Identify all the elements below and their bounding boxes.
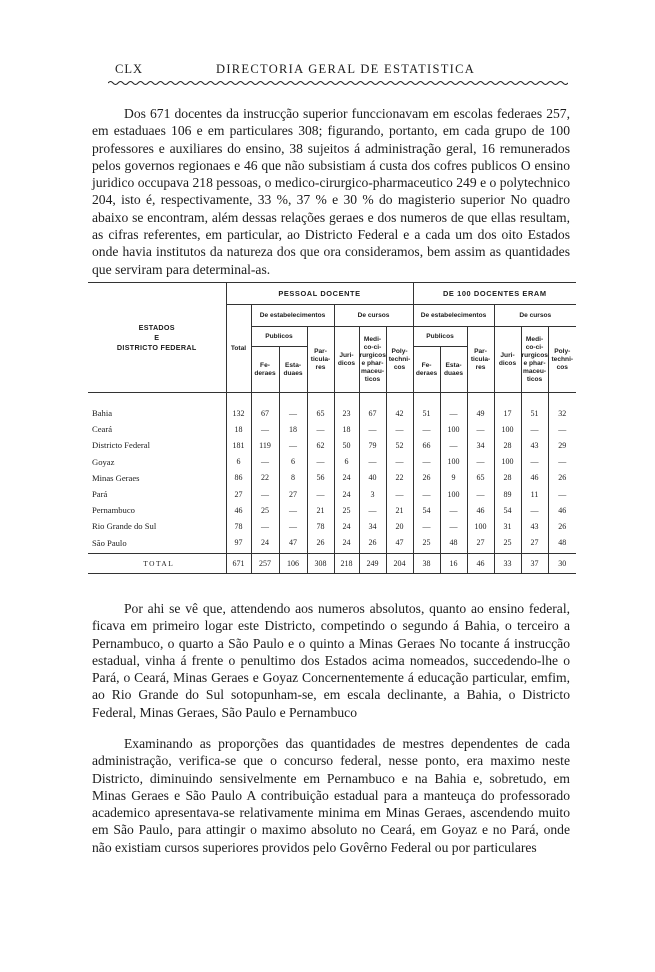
value-cell: 62 xyxy=(307,437,334,453)
header-wavy-rule xyxy=(108,80,568,86)
value-cell: 78 xyxy=(226,518,251,534)
total-cell: 38 xyxy=(413,553,440,573)
value-cell: 25 xyxy=(413,535,440,554)
state-name: Ceará xyxy=(92,424,113,435)
value-cell: 25 xyxy=(334,502,359,518)
value-cell: 27 xyxy=(521,535,548,554)
total-cell: 16 xyxy=(440,553,467,573)
paragraph-intro-text: Dos 671 docentes da instrucção superior funccionavam em escolas federaes 257, em estaduaes 106 e em particulares 308; figurando, portanto, em cada grupo de 100 professores e auxiliares do ensino, 38 sujeitos á administração geral, 16 remunerados pelos governos regionaes e 46 que não subsistiam á custa dos cofres publicos O ensino juridico occupava 218 pessoas, o medico-cirurgico-pharmaceutico 249 e o polytechnico 204, isto é, respectivamente, 33 %, 37 % e 30 % do magisterio superior No quadro abaixo se encontram, além dessas relações geraes e dos numeros de que ellas resultam, as cifras referentes, em particular, ao Districto Federal e a cada um dos oito Estados onde havia institutos da natureza dos que ora consideramos, bem assim as quantidades que serviram para determinal-as. xyxy=(92,106,570,277)
value-cell: — xyxy=(548,486,576,502)
value-cell: — xyxy=(359,421,386,437)
value-cell: 3 xyxy=(359,486,386,502)
total-label: TOTAL xyxy=(88,553,226,573)
value-cell: 65 xyxy=(307,405,334,421)
table-row xyxy=(88,518,576,534)
header-estabelecimentos-pct: De estabelecimentos xyxy=(413,305,494,327)
value-cell: 47 xyxy=(386,535,413,554)
header-de-100-docentes: DE 100 DOCENTES ERAM xyxy=(413,283,576,305)
state-name: Bahia xyxy=(92,408,113,419)
value-cell: — xyxy=(279,405,307,421)
value-cell: 100 xyxy=(440,454,467,470)
value-cell: 26 xyxy=(359,535,386,554)
value-cell: — xyxy=(251,486,279,502)
value-cell: 46 xyxy=(521,470,548,486)
value-cell: 25 xyxy=(251,502,279,518)
header-cursos: De cursos xyxy=(334,305,413,327)
value-cell: 24 xyxy=(334,470,359,486)
value-cell: — xyxy=(413,454,440,470)
value-cell: 32 xyxy=(548,405,576,421)
value-cell: — xyxy=(359,454,386,470)
table-row xyxy=(88,470,576,486)
value-cell: 11 xyxy=(521,486,548,502)
value-cell: 6 xyxy=(226,454,251,470)
value-cell: 42 xyxy=(386,405,413,421)
value-cell: 132 xyxy=(226,405,251,421)
total-cell: 30 xyxy=(548,553,576,573)
value-cell: 46 xyxy=(548,502,576,518)
value-cell: 78 xyxy=(307,518,334,534)
value-cell: — xyxy=(413,518,440,534)
value-cell: 56 xyxy=(307,470,334,486)
value-cell: 26 xyxy=(307,535,334,554)
stub-header-e: E xyxy=(154,332,160,342)
value-cell: — xyxy=(279,437,307,453)
paragraph-analysis-absolute xyxy=(92,600,570,721)
value-cell: — xyxy=(386,486,413,502)
statistics-table xyxy=(88,282,576,574)
header-medico-pct: Medi- co-ci- rurgicos e phar- maceu- ticos xyxy=(521,327,548,393)
value-cell: 24 xyxy=(334,518,359,534)
value-cell: 79 xyxy=(359,437,386,453)
value-cell: 67 xyxy=(359,405,386,421)
value-cell: 46 xyxy=(467,502,494,518)
value-cell: 119 xyxy=(251,437,279,453)
value-cell: — xyxy=(467,486,494,502)
value-cell: 20 xyxy=(386,518,413,534)
page-number: CLX xyxy=(115,62,143,76)
value-cell: — xyxy=(307,421,334,437)
total-cell: 33 xyxy=(494,553,521,573)
header-estaduaes-pct: Esta- duaes xyxy=(440,347,467,393)
value-cell: 25 xyxy=(494,535,521,554)
value-cell: 28 xyxy=(494,470,521,486)
value-cell: 18 xyxy=(279,421,307,437)
value-cell: 100 xyxy=(494,421,521,437)
value-cell: 29 xyxy=(548,437,576,453)
running-title: DIRECTORIA GERAL DE ESTATISTICA xyxy=(216,62,476,76)
value-cell: — xyxy=(251,454,279,470)
value-cell: 26 xyxy=(413,470,440,486)
value-cell: 100 xyxy=(440,421,467,437)
value-cell: 22 xyxy=(251,470,279,486)
value-cell: — xyxy=(251,421,279,437)
state-name: Rio Grande do Sul xyxy=(92,521,157,532)
total-cell: 204 xyxy=(386,553,413,573)
header-medico: Medi- co-ci- rurgicos e phar- maceu- ticos xyxy=(359,327,386,393)
value-cell: 31 xyxy=(494,518,521,534)
paragraph-analysis-proportions-text: Examinando as proporções das quantidades de mestres dependentes de cada administração, verifica-se que o concurso federal, nesse ponto, era maximo neste Districto, diminuindo sensivelmente em Pernambuco e na Bahia e, sobretudo, em Minas Geraes e São Paulo A contribuição estadual para a manteuça do professorado academico apresentava-se relativamente minima em Minas Geraes, ascendendo muito em São Paulo, para attingir o maximo absoluto no Ceará, em Goyaz e no Pará, onde não existiam cursos superiores providos pelo Govêrno Federal ou por particulares xyxy=(92,736,570,855)
value-cell: 100 xyxy=(494,454,521,470)
value-cell: 8 xyxy=(279,470,307,486)
table-row xyxy=(88,437,576,453)
value-cell: — xyxy=(521,454,548,470)
value-cell: 89 xyxy=(494,486,521,502)
header-total: Total xyxy=(226,305,251,393)
value-cell: 97 xyxy=(226,535,251,554)
value-cell: 51 xyxy=(521,405,548,421)
value-cell: 48 xyxy=(440,535,467,554)
value-cell: 28 xyxy=(494,437,521,453)
header-estaduaes: Esta- duaes xyxy=(279,347,307,393)
value-cell: — xyxy=(279,518,307,534)
paragraph-intro xyxy=(92,105,570,278)
table-row xyxy=(88,486,576,502)
value-cell: 27 xyxy=(226,486,251,502)
value-cell: 22 xyxy=(386,470,413,486)
value-cell: 86 xyxy=(226,470,251,486)
value-cell: — xyxy=(440,437,467,453)
total-cell: 46 xyxy=(467,553,494,573)
value-cell: — xyxy=(548,421,576,437)
value-cell: — xyxy=(279,502,307,518)
value-cell: — xyxy=(467,421,494,437)
value-cell: 17 xyxy=(494,405,521,421)
value-cell: 100 xyxy=(467,518,494,534)
total-cell: 671 xyxy=(226,553,251,573)
header-cursos-pct: De cursos xyxy=(494,305,576,327)
value-cell: 48 xyxy=(548,535,576,554)
value-cell: 34 xyxy=(359,518,386,534)
header-pessoal-docente: PESSOAL DOCENTE xyxy=(226,283,413,305)
header-publicos-pct: Publicos xyxy=(413,327,467,347)
value-cell: — xyxy=(386,421,413,437)
value-cell: — xyxy=(307,486,334,502)
value-cell: 54 xyxy=(413,502,440,518)
value-cell: 67 xyxy=(251,405,279,421)
total-cell: 308 xyxy=(307,553,334,573)
header-polytechnicos-pct: Poly- techni- cos xyxy=(548,327,576,393)
value-cell: — xyxy=(440,518,467,534)
table-row xyxy=(88,502,576,518)
header-polytechnicos: Poly- techni- cos xyxy=(386,327,413,393)
header-federaes-pct: Fe- deraes xyxy=(413,347,440,393)
value-cell: 21 xyxy=(386,502,413,518)
value-cell: 49 xyxy=(467,405,494,421)
value-cell: 27 xyxy=(279,486,307,502)
state-name: Minas Geraes xyxy=(92,472,140,483)
total-cell: 249 xyxy=(359,553,386,573)
header-juridicos: Juri- dicos xyxy=(334,327,359,393)
value-cell: — xyxy=(307,454,334,470)
value-cell: 21 xyxy=(307,502,334,518)
value-cell: 18 xyxy=(226,421,251,437)
value-cell: 6 xyxy=(279,454,307,470)
page-header xyxy=(88,58,568,84)
table-row xyxy=(88,535,576,554)
total-cell: 106 xyxy=(279,553,307,573)
value-cell: 65 xyxy=(467,470,494,486)
state-name: Pernambuco xyxy=(92,505,135,516)
table-row xyxy=(88,405,576,421)
value-cell: 24 xyxy=(251,535,279,554)
value-cell: 26 xyxy=(548,518,576,534)
value-cell: — xyxy=(440,502,467,518)
value-cell: 26 xyxy=(548,470,576,486)
total-cell: 257 xyxy=(251,553,279,573)
stub-header-districto: DISTRICTO FEDERAL xyxy=(116,342,197,352)
value-cell: — xyxy=(359,502,386,518)
value-cell: 6 xyxy=(334,454,359,470)
state-name: Districto Federal xyxy=(92,440,150,451)
value-cell: — xyxy=(467,454,494,470)
value-cell: 9 xyxy=(440,470,467,486)
value-cell: — xyxy=(251,518,279,534)
header-federaes: Fe- deraes xyxy=(251,347,279,393)
spacer-row xyxy=(88,393,576,406)
value-cell: 23 xyxy=(334,405,359,421)
stub-header-estados: ESTADOS xyxy=(138,322,175,332)
value-cell: 43 xyxy=(521,518,548,534)
value-cell: 100 xyxy=(440,486,467,502)
value-cell: 24 xyxy=(334,535,359,554)
value-cell: 54 xyxy=(494,502,521,518)
value-cell: 46 xyxy=(226,502,251,518)
stub-header xyxy=(88,283,226,393)
value-cell: 47 xyxy=(279,535,307,554)
value-cell: — xyxy=(548,454,576,470)
value-cell: — xyxy=(521,421,548,437)
value-cell: — xyxy=(521,502,548,518)
state-name: São Paulo xyxy=(92,537,127,548)
value-cell: 50 xyxy=(334,437,359,453)
value-cell: — xyxy=(413,421,440,437)
value-cell: 51 xyxy=(413,405,440,421)
value-cell: 24 xyxy=(334,486,359,502)
header-particulares-pct: Par- ticula- res xyxy=(467,327,494,393)
value-cell: — xyxy=(386,454,413,470)
value-cell: 34 xyxy=(467,437,494,453)
paragraph-analysis-proportions xyxy=(92,735,570,856)
header-juridicos-pct: Juri- dicos xyxy=(494,327,521,393)
table-row xyxy=(88,454,576,470)
value-cell: — xyxy=(440,405,467,421)
value-cell: 18 xyxy=(334,421,359,437)
state-name: Pará xyxy=(92,489,108,500)
table-row xyxy=(88,421,576,437)
value-cell: — xyxy=(413,486,440,502)
value-cell: 66 xyxy=(413,437,440,453)
header-publicos: Publicos xyxy=(251,327,307,347)
value-cell: 43 xyxy=(521,437,548,453)
value-cell: 181 xyxy=(226,437,251,453)
value-cell: 52 xyxy=(386,437,413,453)
value-cell: 27 xyxy=(467,535,494,554)
header-particulares: Par- ticula- res xyxy=(307,327,334,393)
total-cell: 37 xyxy=(521,553,548,573)
paragraph-analysis-absolute-text: Por ahi se vê que, attendendo aos numeros absolutos, quanto ao ensino federal, ficava em primeiro logar este Districto, competindo o segundo á Bahia, o terceiro a Pernambuco, o quarto a São Paulo e o quinto a Minas Geraes No tocante á instrucção estadual, vinha á frente o penultimo dos Estados acima nomeados, succedendo-lhe o Pará, o Ceará, Minas Geraes e Goyaz Concernentemente á educação particular, emfim, ao Rio Grande do Sul sotopunham-se, em escala declinante, a Bahia, o Districto Federal, Minas Geraes, São Paulo e Pernambuco xyxy=(92,601,570,720)
total-cell: 218 xyxy=(334,553,359,573)
header-estabelecimentos: De estabelecimentos xyxy=(251,305,334,327)
state-name: Goyaz xyxy=(92,456,115,467)
total-row xyxy=(88,553,576,573)
value-cell: 40 xyxy=(359,470,386,486)
